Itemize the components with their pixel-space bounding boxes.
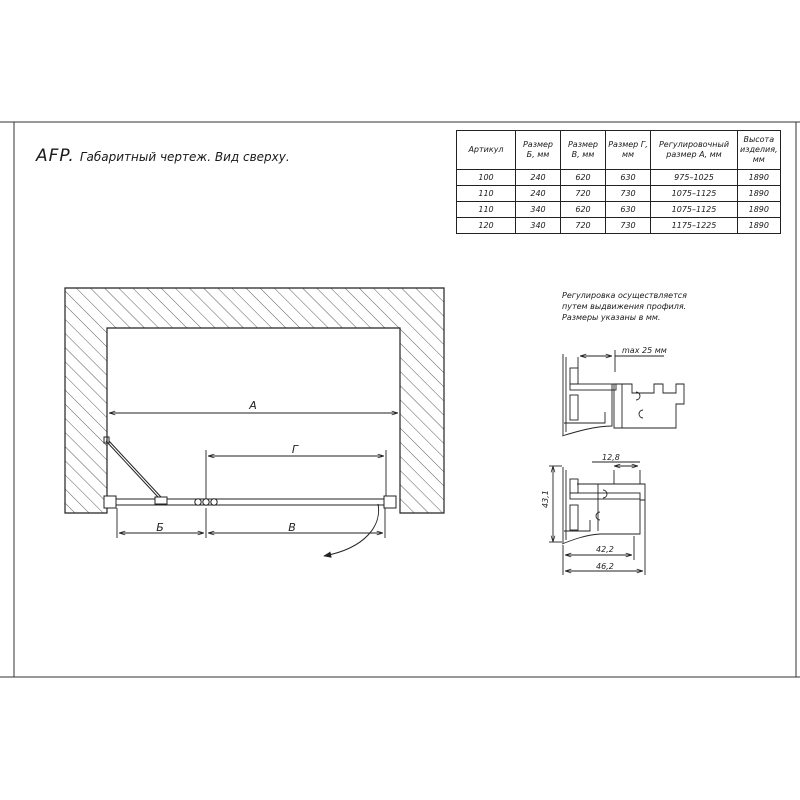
- table-cell: 720: [561, 186, 606, 202]
- table-cell: 1075–1125: [651, 202, 738, 218]
- door-swing-arrow: [324, 504, 379, 556]
- table-row: [457, 186, 781, 202]
- dimension-b-label: Б: [156, 521, 164, 534]
- table-cell: 730: [606, 186, 651, 202]
- profile-max-label: max 25 мм: [622, 346, 667, 355]
- col-header: Высота изделия, мм: [738, 131, 781, 170]
- table-cell: 720: [561, 218, 606, 234]
- dimension-v-label: В: [288, 521, 296, 534]
- table-cell: 730: [606, 218, 651, 234]
- table-cell: 240: [516, 186, 561, 202]
- table-cell: 1890: [738, 202, 781, 218]
- note-line: путем выдвижения профиля.: [562, 302, 687, 311]
- drawing-title: [36, 146, 290, 166]
- table-row: [457, 170, 781, 186]
- table-cell: 1175–1225: [651, 218, 738, 234]
- table-cell: 630: [606, 170, 651, 186]
- table-cell: 240: [516, 170, 561, 186]
- col-header: Артикул: [457, 131, 516, 170]
- table-cell: 630: [606, 202, 651, 218]
- table-cell: 340: [516, 202, 561, 218]
- dim-43-1-label: 43,1: [541, 490, 550, 508]
- profile-compressed: [562, 350, 684, 436]
- model-name: AFP.: [36, 146, 75, 166]
- table-cell: 110: [457, 202, 516, 218]
- table-cell: 620: [561, 170, 606, 186]
- table-row: [457, 218, 781, 234]
- col-header: Регулировочный размер А, мм: [651, 131, 738, 170]
- spec-table-header: [457, 131, 781, 170]
- table-cell: 120: [457, 218, 516, 234]
- door-open-position: [104, 437, 161, 497]
- dimension-g-label: Г: [291, 443, 299, 456]
- profile-extended: [549, 462, 645, 575]
- table-cell: 1890: [738, 218, 781, 234]
- col-header: Размер В, мм: [561, 131, 606, 170]
- dim-46-2-label: 46,2: [596, 562, 614, 571]
- glass-panel: [104, 496, 396, 508]
- dimension-g: [206, 450, 386, 500]
- table-cell: 340: [516, 218, 561, 234]
- table-cell: 1890: [738, 170, 781, 186]
- table-cell: 100: [457, 170, 516, 186]
- dim-42-2-label: 42,2: [596, 545, 614, 554]
- adjustment-note: [562, 290, 687, 323]
- drawing-subtitle: Габаритный чертеж. Вид сверху.: [79, 150, 290, 164]
- table-cell: 1075–1125: [651, 186, 738, 202]
- note-line: Размеры указаны в мм.: [562, 313, 661, 322]
- col-header: Размер Б, мм: [516, 131, 561, 170]
- table-cell: 110: [457, 186, 516, 202]
- table-row: [457, 202, 781, 218]
- spec-table: [456, 130, 781, 234]
- note-line: Регулировка осуществляется: [562, 291, 687, 300]
- dimension-a-label: А: [249, 399, 257, 412]
- table-cell: 975–1025: [651, 170, 738, 186]
- dim-12-8-label: 12,8: [602, 453, 620, 462]
- table-cell: 620: [561, 202, 606, 218]
- col-header: Размер Г, мм: [606, 131, 651, 170]
- table-cell: 1890: [738, 186, 781, 202]
